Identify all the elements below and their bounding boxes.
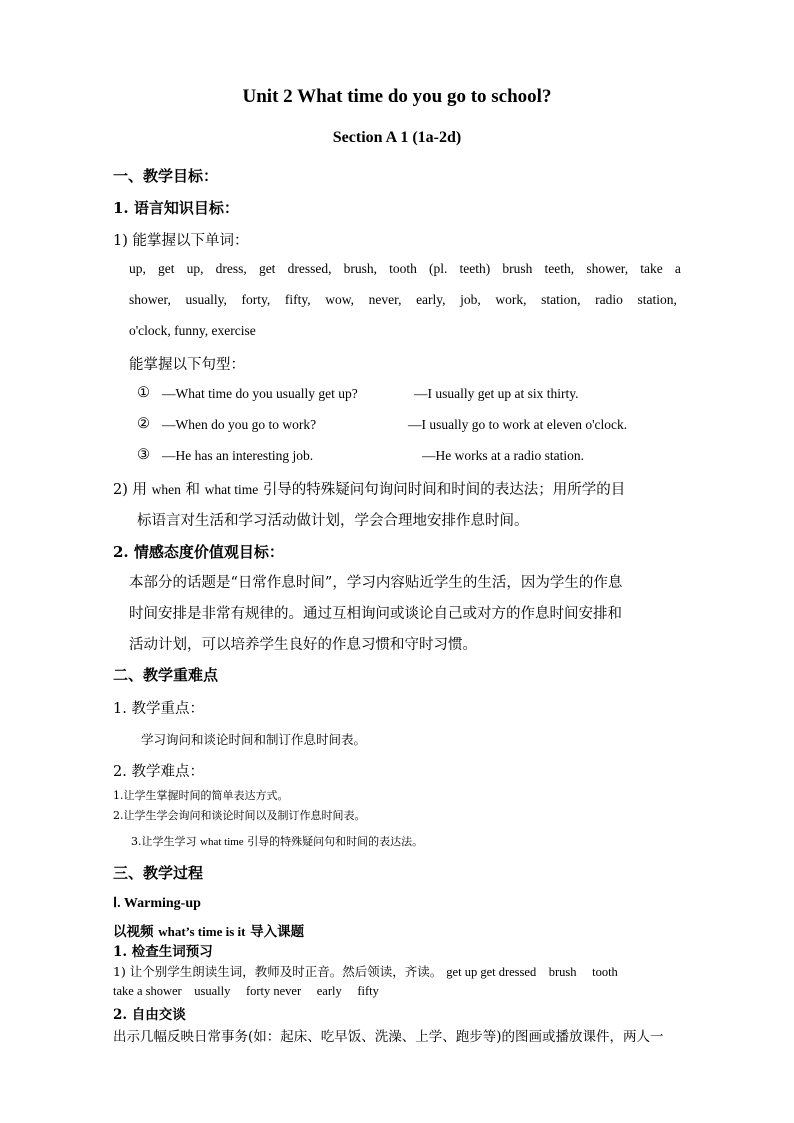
difficulty-item-3-what-time: what time — [200, 836, 244, 848]
vocabulary-word: shower, — [586, 261, 629, 276]
item-2-line-1 — [113, 478, 625, 499]
attitude-paragraph-line-3: 活动计划，可以培养学生良好的作息习惯和守时习惯。 — [129, 637, 477, 653]
intro-prefix: 以视频 — [113, 924, 154, 940]
intro-suffix: 导入课题 — [250, 924, 305, 940]
intro-video-line — [113, 920, 304, 940]
check-preview-line-1 — [113, 962, 618, 980]
pattern-number-1: ① — [137, 385, 150, 401]
difficulty-item-1: 1.让学生掌握时间的简单表达方式。 — [113, 789, 289, 802]
vocabulary-word: teeth, — [544, 261, 575, 276]
vocabulary-word: radio — [595, 292, 623, 307]
attitude-paragraph-line-2: 时间安排是非常有规律的。通过互相询问或谈论自己或对方的作息时间安排和 — [129, 606, 622, 622]
item-vocabulary-label: 1) 能掌握以下单词： — [113, 233, 249, 249]
vocabulary-word: early, — [416, 292, 446, 307]
vocabulary-word: a — [674, 261, 681, 276]
section-subtitle: Section A 1 (1a-2d) — [332, 129, 462, 146]
item-2-when: when — [151, 482, 181, 497]
pattern-3-question: —He has an interesting job. — [162, 448, 314, 463]
vocabulary-word: brush, — [343, 261, 377, 276]
vocabulary-line-1 — [129, 261, 681, 277]
vocabulary-word: station, — [637, 292, 677, 307]
section-heading-process: 三、教学过程 — [113, 864, 204, 882]
check-line-1-cn: 1) 让个别学生朗读生词，教师及时正音。然后领读，齐读。 — [113, 964, 443, 979]
step-warming-up: Ⅰ. Warming-up — [113, 896, 201, 911]
pattern-2-question: —When do you go to work? — [162, 417, 317, 432]
vocabulary-line-3: o'clock, funny, exercise — [129, 323, 256, 338]
section-heading-objectives: 一、教学目标： — [113, 167, 219, 185]
pattern-number-3: ③ — [137, 447, 150, 463]
pattern-1-answer: —I usually get up at six thirty. — [414, 386, 579, 401]
subheading-attitudes: 2. 情感态度价值观目标： — [113, 543, 284, 561]
vocabulary-word: job, — [460, 292, 481, 307]
sentence-patterns-label: 能掌握以下句型： — [129, 357, 245, 373]
vocabulary-word: fifty, — [284, 292, 311, 307]
difficulty-item-3-rest: 引导的特殊疑问句和时间的表达法。 — [247, 835, 424, 848]
vocabulary-word: brush — [502, 261, 533, 276]
vocabulary-word: dressed, — [287, 261, 332, 276]
vocabulary-word: usually, — [185, 292, 227, 307]
vocabulary-word: get — [158, 261, 175, 276]
vocabulary-word: shower, — [129, 292, 171, 307]
check-preview-label: 1. 检查生词预习 — [113, 944, 213, 960]
vocabulary-word: up, — [129, 261, 146, 276]
pattern-1-question: —What time do you usually get up? — [162, 386, 358, 401]
key-point-text: 学习询问和谈论时间和制订作息时间表。 — [141, 732, 367, 747]
free-talk-line-1: 出示几幅反映日常事务(如：起床、吃早饭、洗澡、上学、跑步等)的图画或播放课件，两人一 — [113, 1029, 664, 1045]
check-line-1-words: get up get dressed brush tooth — [446, 965, 618, 979]
difficulty-label: 2. 教学难点： — [113, 764, 204, 780]
vocabulary-word: teeth) — [459, 261, 491, 276]
section-heading-key-points: 二、教学重难点 — [113, 666, 219, 684]
check-preview-line-2: take a shower usually forty never early fifty — [113, 984, 379, 998]
pattern-2-answer: —I usually go to work at eleven o'clock. — [408, 417, 628, 432]
difficulty-item-2: 2.让学生学会询问和谈论时间以及制订作息时间表。 — [113, 809, 366, 822]
subheading-language-knowledge: 1. 语言知识目标： — [113, 199, 239, 217]
intro-video-title: what’s time is it — [158, 924, 246, 939]
vocabulary-word: take — [640, 261, 663, 276]
document-title: Unit 2 What time do you go to school? — [242, 86, 552, 107]
vocabulary-word: (pl. — [429, 261, 448, 276]
vocabulary-word: forty, — [241, 292, 271, 307]
vocabulary-word: get — [258, 261, 276, 276]
item-2-what-time: what time — [204, 482, 259, 497]
attitude-paragraph-line-1: 本部分的话题是“日常作息时间”，学习内容贴近学生的生活，因为学生的作息 — [129, 575, 623, 591]
pattern-number-2: ② — [137, 416, 150, 432]
vocabulary-line-2 — [129, 292, 677, 308]
vocabulary-word: wow, — [325, 292, 355, 307]
vocabulary-word: up, — [186, 261, 204, 276]
difficulty-item-3-prefix: 3.让学生学习 — [131, 835, 197, 848]
item-2-prefix: 2) 用 — [113, 482, 147, 498]
item-2-and: 和 — [185, 482, 200, 498]
vocabulary-word: work, — [495, 292, 527, 307]
item-2-line-2: 标语言对生活和学习活动做计划，学会合理地安排作息时间。 — [137, 513, 529, 529]
item-2-rest: 引导的特殊疑问句询问时间和时间的表达法；用所学的目 — [262, 482, 626, 498]
free-talk-label: 2. 自由交谈 — [113, 1007, 186, 1023]
pattern-3-answer: —He works at a radio station. — [422, 448, 584, 463]
key-point-label: 1. 教学重点： — [113, 701, 204, 717]
vocabulary-word: never, — [368, 292, 402, 307]
vocabulary-word: dress, — [215, 261, 247, 276]
vocabulary-word: tooth — [389, 261, 417, 276]
difficulty-item-3 — [131, 833, 423, 849]
vocabulary-word: station, — [541, 292, 581, 307]
